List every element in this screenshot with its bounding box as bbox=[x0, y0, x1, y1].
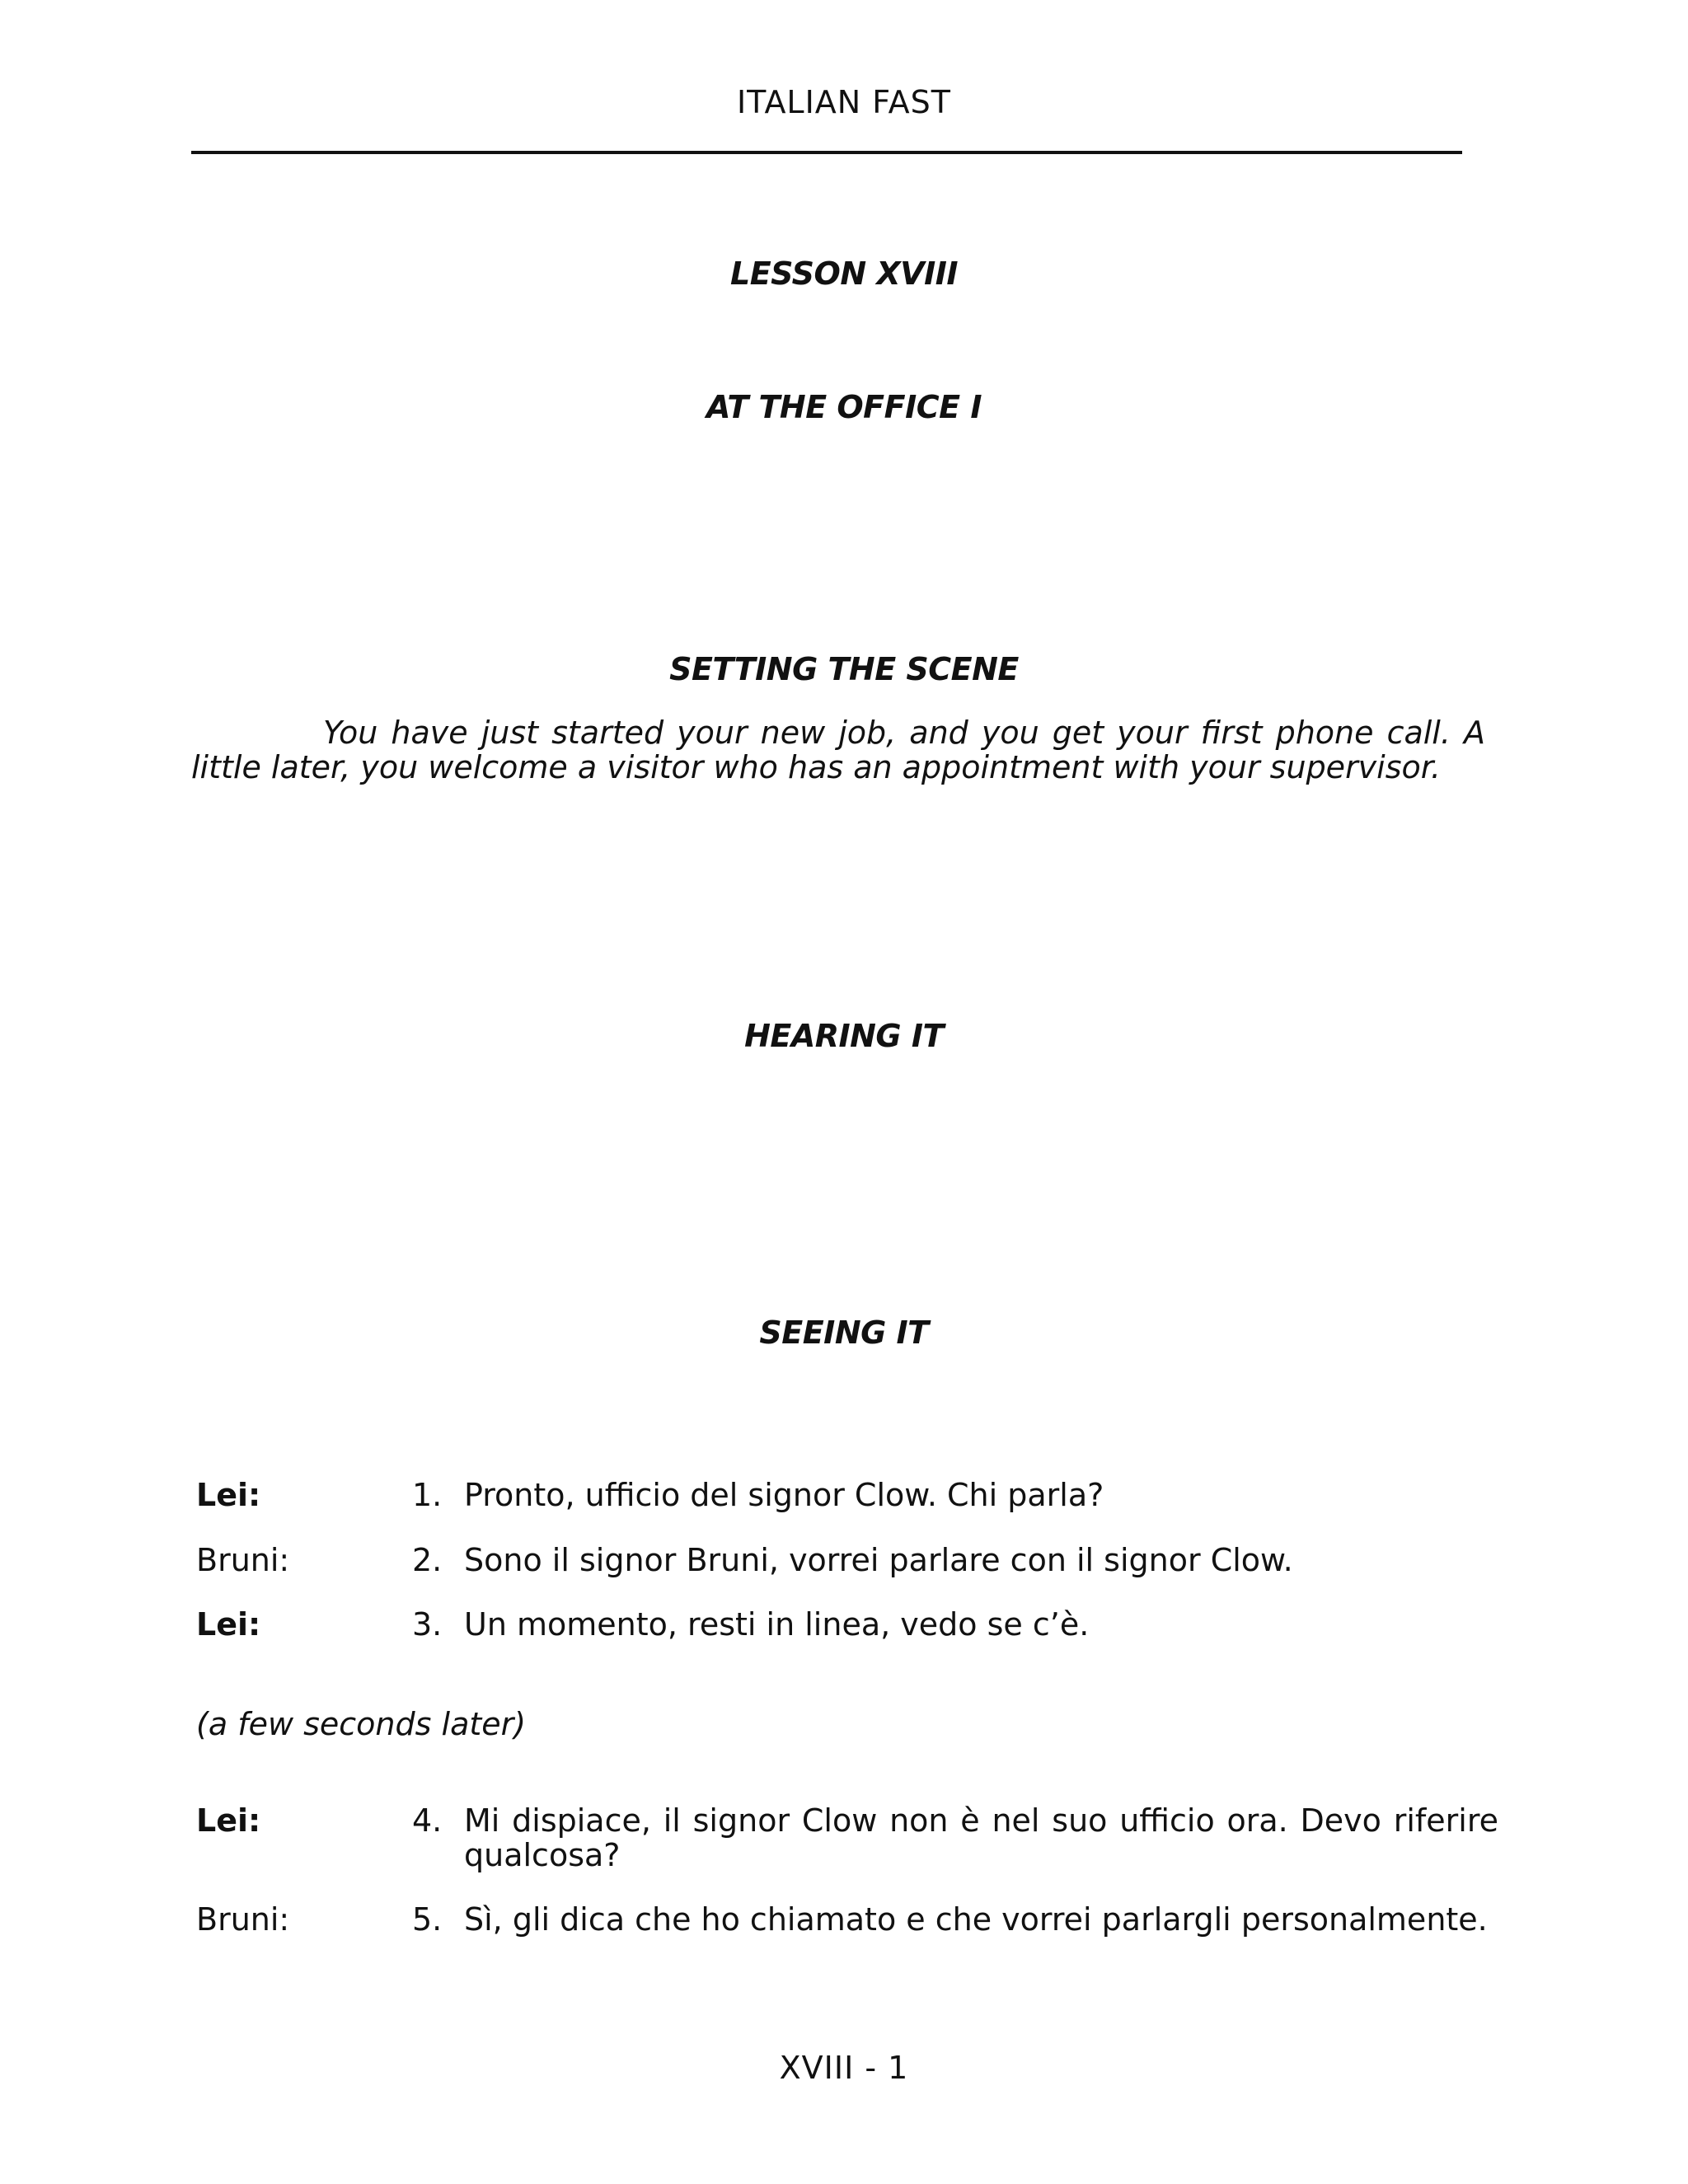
dialogue-number: 1. bbox=[412, 1477, 443, 1513]
page-number: XVIII - 1 bbox=[779, 2050, 909, 2086]
dialogue-speaker: Bruni: bbox=[196, 1901, 290, 1938]
dialogue-number: 4. bbox=[412, 1802, 443, 1839]
header-rule bbox=[191, 151, 1462, 154]
dialogue-text: Un momento, resti in linea, vedo se c’è. bbox=[464, 1606, 1090, 1643]
hearing-it-heading: HEARING IT bbox=[744, 1018, 944, 1054]
stage-direction: (a few seconds later) bbox=[196, 1706, 527, 1742]
running-header: ITALIAN FAST bbox=[736, 84, 952, 120]
setting-the-scene-text: You have just started your new job, and you get your first phone call. A little later, you welcome a visitor who has an appointment with your supervisor. bbox=[191, 715, 1485, 785]
dialogue-speaker: Bruni: bbox=[196, 1542, 290, 1578]
dialogue-text: Mi dispiace, il signor Clow non è nel suo ufficio ora. Devo riferire qualcosa? bbox=[464, 1802, 1498, 1873]
dialogue-speaker: Lei: bbox=[196, 1606, 261, 1643]
dialogue-number: 2. bbox=[412, 1542, 443, 1578]
dialogue-speaker: Lei: bbox=[196, 1477, 261, 1513]
setting-the-scene-heading: SETTING THE SCENE bbox=[669, 651, 1019, 687]
dialogue-text: Sì, gli dica che ho chiamato e che vorrei parlargli personalmente. bbox=[464, 1901, 1488, 1938]
dialogue-text: Pronto, ufficio del signor Clow. Chi parla? bbox=[464, 1477, 1104, 1513]
lesson-number: LESSON XVIII bbox=[729, 255, 958, 292]
dialogue-speaker: Lei: bbox=[196, 1802, 261, 1839]
dialogue-text: Sono il signor Bruni, vorrei parlare con il signor Clow. bbox=[464, 1542, 1293, 1578]
dialogue-number: 5. bbox=[412, 1901, 443, 1938]
lesson-title: AT THE OFFICE I bbox=[706, 389, 982, 425]
seeing-it-heading: SEEING IT bbox=[759, 1315, 929, 1351]
dialogue-number: 3. bbox=[412, 1606, 443, 1643]
